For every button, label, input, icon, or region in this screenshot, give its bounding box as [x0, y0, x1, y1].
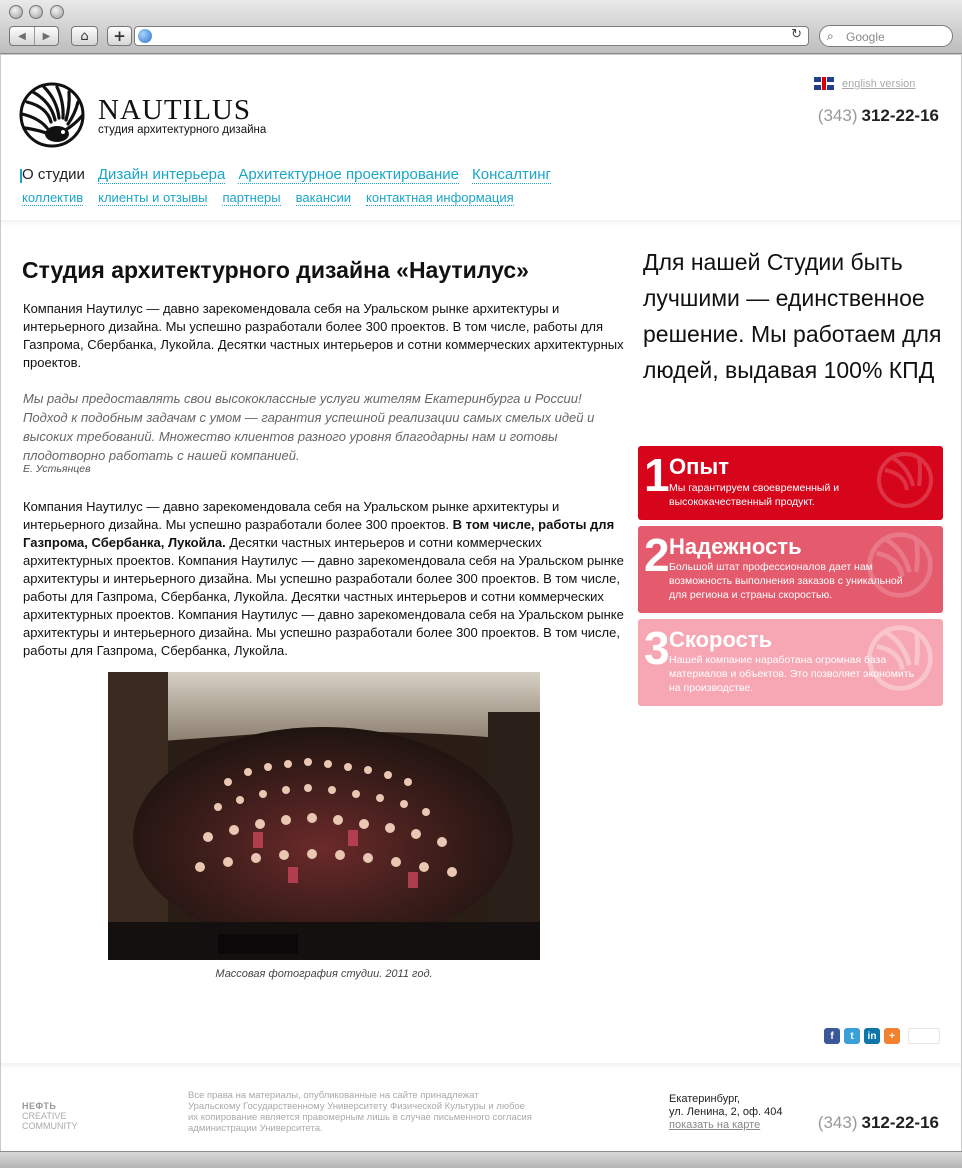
- sub-navigation: [22, 190, 529, 206]
- footer-phone: [818, 1113, 939, 1133]
- nautilus-shell-icon[interactable]: [17, 82, 87, 148]
- web-page: [1, 55, 961, 1151]
- page-title: Студия архитектурного дизайна «Наутилус»: [22, 257, 529, 283]
- feature-number: 2: [644, 529, 670, 581]
- search-placeholder: Google: [846, 30, 885, 44]
- footer-divider: [1, 1063, 961, 1069]
- quote-author: Е. Устьянцев: [23, 463, 91, 475]
- feature-desc: Мы гарантируем своевременный и высококачественный продукт.: [669, 482, 840, 508]
- quote-text: Мы рады предоставлять свои высококлассные услуги жителям Екатеринбурга и России! Подход к подобным задачам с умом — гарантия успешной реализации самых смелых идей и высоких требований. Множество клиентов разного уровня благодарны нам и готовы плодотворно работать с нашей компанией.: [23, 391, 595, 463]
- developer-line-3: COMMUNITY: [22, 1121, 78, 1131]
- phone-code: (343): [817, 106, 858, 125]
- plus-icon[interactable]: +: [107, 26, 132, 46]
- english-version-link[interactable]: english version: [842, 77, 916, 90]
- address-city: Екатеринбург,: [669, 1093, 740, 1105]
- feature-title: Опыт: [669, 454, 729, 479]
- facebook-icon[interactable]: f: [824, 1028, 840, 1044]
- feature-number: 3: [644, 622, 670, 674]
- history-buttons: [9, 26, 59, 46]
- body-text-2: Десятки частных интерьеров и сотни коммерческих архитектурных проектов. Компания Наутилус — давно зарекомендовала себя на Уральском рынке архитектуры и интерьерного дизайна. Мы успешно разработали более 300 проектов. В том числе, работы для Газпрома, Сбербанка, Лукойла. Десятки частных интерьеров и сотни коммерческих архитектурных проектов. Компания Наутилус — давно зарекомендовала себя на Уральском рынке архитектуры и интерьерного дизайна. Мы успешно разработали более 300 проектов. В том числе, работы для Газпрома, Сбербанка, Лукойла.: [23, 535, 624, 658]
- feature-card-3: [638, 619, 943, 706]
- developer-line-2: CREATIVE: [22, 1111, 67, 1121]
- feature-number: 1: [644, 449, 670, 501]
- twitter-icon[interactable]: t: [844, 1028, 860, 1044]
- subnav-team[interactable]: коллектив: [22, 190, 84, 205]
- subnav-vacancies[interactable]: вакансии: [295, 190, 352, 205]
- address-street: ул. Ленина, 2, оф. 404: [669, 1106, 783, 1118]
- body-text-bold: В том числе, работы для Газпрома, Сбербанка, Лукойла.: [23, 517, 615, 550]
- forward-icon[interactable]: ▶: [34, 27, 58, 45]
- footer-copyright: Все права на материалы, опубликованные на сайте принадлежат Уральскому Государственному Университету Физической Культуры и любое их копирование является правомерным лишь в случае письменного согласия администрации Университета.: [188, 1090, 532, 1134]
- subnav-partners[interactable]: партнеры: [222, 190, 281, 205]
- language-switch[interactable]: [814, 77, 915, 90]
- search-icon: ⌕: [827, 29, 834, 43]
- feature-card-2: [638, 526, 943, 613]
- browser-toolbar: [0, 0, 962, 54]
- home-icon[interactable]: ⌂: [71, 26, 98, 46]
- social-share: [824, 1028, 944, 1044]
- close-window-button[interactable]: [9, 5, 23, 19]
- sidebar-slogan: Для нашей Студии быть лучшими — единственное решение. Мы работаем для людей, выдавая 100% КПД: [643, 249, 942, 383]
- intro-paragraph: Компания Наутилус — давно зарекомендовала себя на Уральском рынке архитектуры и интерьерного дизайна. Мы успешно разработали более 300 проектов. В том числе, работы для Газпрома, Сбербанка, Лукойла. Десятки частных интерьеров и сотни коммерческих архитектурных проектов.: [23, 301, 624, 370]
- feature-title: Скорость: [669, 627, 773, 652]
- feature-desc: Нашей компание наработана огромная база материалов и объектов. Это позволяет экономить на производстве.: [669, 654, 915, 694]
- share-counter: [908, 1028, 940, 1044]
- globe-icon: [138, 29, 152, 43]
- browser-status-bar: [0, 1151, 962, 1168]
- photo-caption: Массовая фотография студии. 2011 год.: [215, 968, 433, 980]
- developer-line-1: НЕФТЬ: [22, 1101, 57, 1111]
- share-plus-icon[interactable]: +: [884, 1028, 900, 1044]
- minimize-window-button[interactable]: [29, 5, 43, 19]
- feature-card-1: [638, 446, 943, 520]
- footer-phone-number: 312-22-16: [861, 1113, 939, 1132]
- body-text-1: Компания Наутилус — давно зарекомендовала себя на Уральском рынке архитектуры и интерьерного дизайна. Мы успешно разработали более 300 проектов.: [23, 499, 560, 532]
- body-paragraph: [23, 498, 625, 660]
- brand-subtitle: студия архитектурного дизайна: [98, 124, 267, 136]
- show-on-map-link[interactable]: показать на карте: [669, 1119, 761, 1131]
- nav-consulting[interactable]: Консалтинг: [472, 166, 551, 183]
- back-icon[interactable]: ◀: [18, 30, 26, 42]
- address-bar[interactable]: [134, 26, 809, 46]
- main-navigation: [22, 166, 564, 184]
- studio-group-photo: [108, 672, 540, 960]
- footer-phone-code: (343): [817, 1113, 858, 1132]
- subnav-clients[interactable]: клиенты и отзывы: [98, 190, 208, 205]
- active-nav-marker: [20, 169, 22, 183]
- zoom-window-button[interactable]: [50, 5, 64, 19]
- feature-title: Надежность: [669, 534, 802, 559]
- nav-architecture[interactable]: Архитектурное проектирование: [238, 166, 460, 183]
- developer-logo[interactable]: [22, 1101, 78, 1131]
- header-phone: [818, 106, 939, 126]
- uk-flag-icon: [814, 77, 834, 90]
- linkedin-icon[interactable]: in: [864, 1028, 880, 1044]
- feature-desc: Большой штат профессионалов дает нам возможность выполнения заказов с уникальной для региона и страны скоростью.: [669, 561, 903, 601]
- reload-icon[interactable]: ↻: [791, 27, 802, 42]
- brand-name[interactable]: NAUTILUS: [98, 94, 251, 126]
- nav-interior-design[interactable]: Дизайн интерьера: [97, 166, 226, 183]
- footer-address: [669, 1093, 783, 1132]
- subnav-contacts[interactable]: контактная информация: [366, 190, 514, 205]
- header-divider: [1, 220, 961, 226]
- nav-about[interactable]: О студии: [22, 166, 85, 183]
- search-input[interactable]: [819, 25, 953, 47]
- phone-number: 312-22-16: [861, 106, 939, 125]
- nautilus-ornament-icon: [875, 450, 935, 510]
